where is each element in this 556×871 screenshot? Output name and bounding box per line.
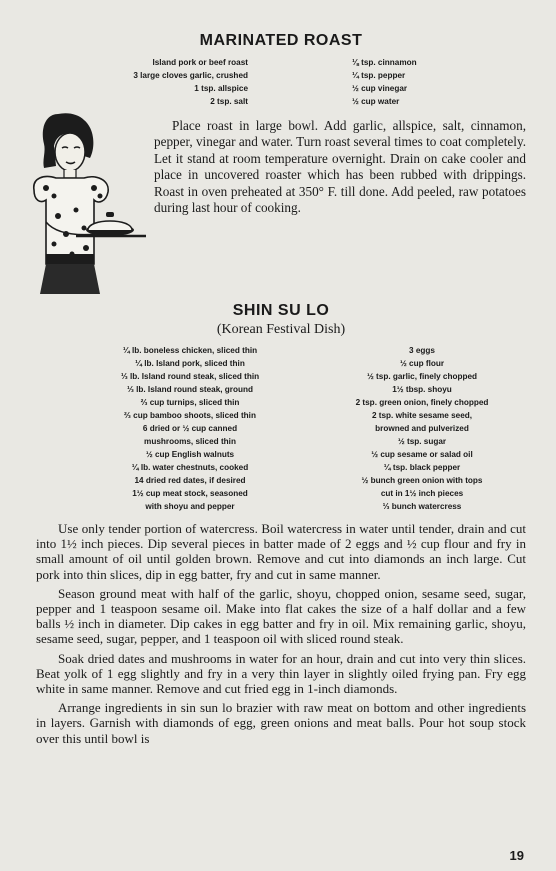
shin-su-lo-directions <box>36 521 526 746</box>
ingredient: ½ bunch green onion with tops <box>361 476 483 485</box>
ingredient: 2 tsp. green onion, finely chopped <box>355 398 489 407</box>
ingredient: ¼ lb. Island pork, sliced thin <box>135 359 245 368</box>
directions-paragraph: Use only tender portion of watercress. Boil watercress in water until tender, drain and cut into 1½ inch pieces. Dip several pieces in batter made of 2 eggs and ½ cup flour and fry in small amount of oil until golden brown. Remove and cut into diamonds an inch large. Cut pork into thin slices, dip in egg batter, fry and cut in same manner. <box>36 521 526 582</box>
ingredient: ½ tsp. garlic, finely chopped <box>366 372 478 381</box>
ingredient: 1 tsp. allspice <box>194 84 248 93</box>
ingredient: ½ tsp. sugar <box>397 437 447 446</box>
directions-paragraph: Soak dried dates and mushrooms in water for an hour, drain and cut into very thin slices. Beat yolk of 1 egg slightly and fry in a very thin layer in slightly oiled frying pan. Fry egg white in same manner. Remove and cut fried egg in 1-inch diamonds. <box>36 650 526 697</box>
marinated-roast-ingredients <box>102 56 492 108</box>
recipe-title-marinated-roast: MARINATED ROAST <box>199 32 363 49</box>
ingredients-right-column <box>324 344 520 513</box>
ingredient: mushrooms, sliced thin <box>144 437 236 446</box>
directions-paragraph: Season ground meat with half of the garlic, shoyu, chopped onion, sesame seed, sugar, pepper and 1 teaspoon sesame oil. Make into flat cakes the size of a half dollar and a few balls ½ inch in diameter. Dip cakes in egg batter and fry in oil. Mix remaining garlic, shoyu, sesame seed, sugar, pepper, and 1 teaspoon oil with sliced round steak. <box>36 585 526 647</box>
ingredient: ⅓ lb. Island round steak, ground <box>126 385 253 394</box>
recipe-subtitle: (Korean Festival Dish) <box>216 322 346 337</box>
ingredient: 2 tsp. white sesame seed, <box>371 411 473 420</box>
ingredient: ¼ tsp. pepper <box>352 71 406 80</box>
ingredient: ½ cup water <box>352 97 400 106</box>
ingredients-right-column <box>352 56 492 108</box>
page-number: 19 <box>509 848 524 863</box>
directions-paragraph: Arrange ingredients in sin sun lo brazier with raw meat on bottom and other ingredients in layers. Garnish with diamonds of egg, green onions and meat balls. Pour hot soup stock over this until bowl is <box>36 700 526 746</box>
ingredient: 14 dried red dates, if desired <box>134 476 246 485</box>
ingredient: ⅔ cup turnips, sliced thin <box>140 398 240 407</box>
ingredient: ½ cup sesame or salad oil <box>371 450 473 459</box>
ingredient: ½ cup vinegar <box>352 84 408 93</box>
ingredient: with shoyu and pepper <box>145 502 235 511</box>
ingredient: 3 eggs <box>409 346 435 355</box>
ingredient: ¼ lb. boneless chicken, sliced thin <box>122 346 258 355</box>
ingredient: ⅔ cup bamboo shoots, sliced thin <box>124 411 256 420</box>
recipe-title-shin-su-lo: SHIN SU LO <box>232 302 330 319</box>
ingredient: ⅓ bunch watercress <box>382 502 462 511</box>
ingredient: Island pork or beef roast <box>152 58 248 67</box>
ingredient: 6 dried or ½ cup canned <box>142 424 238 433</box>
ingredient: ½ cup English walnuts <box>145 450 235 459</box>
ingredient: ½ cup flour <box>399 359 445 368</box>
ingredient: cut in 1½ inch pieces <box>380 489 464 498</box>
woman-serving-roast-illustration <box>6 94 156 294</box>
ingredient: ⅓ lb. Island round steak, sliced thin <box>120 372 260 381</box>
ingredient: browned and pulverized <box>375 424 469 433</box>
ingredient: ⅛ tsp. cinnamon <box>352 58 417 67</box>
ingredient: ¼ lb. water chestnuts, cooked <box>131 463 249 472</box>
ingredient: 2 tsp. salt <box>210 97 248 106</box>
ingredients-left-column <box>84 344 296 513</box>
ingredient: 3 large cloves garlic, crushed <box>133 71 248 80</box>
marinated-roast-body <box>36 118 526 286</box>
ingredient: 1½ cup meat stock, seasoned <box>132 489 248 498</box>
ingredient: 1½ tbsp. shoyu <box>392 385 452 394</box>
ingredient: ¼ tsp. black pepper <box>383 463 461 472</box>
marinated-roast-directions: Place roast in large bowl. Add garlic, allspice, salt, cinnamon, pepper, vinegar and water. Turn roast several times to coat completely. Let it stand at room temperature overnight. Drain on cake cooler and place in uncovered roaster which has been rubbed with drippings. Roast in oven preheated at 350° F. till done. Add peeled, raw potatoes during last hour of cooking. <box>154 118 526 216</box>
shin-su-lo-ingredients <box>84 344 520 513</box>
